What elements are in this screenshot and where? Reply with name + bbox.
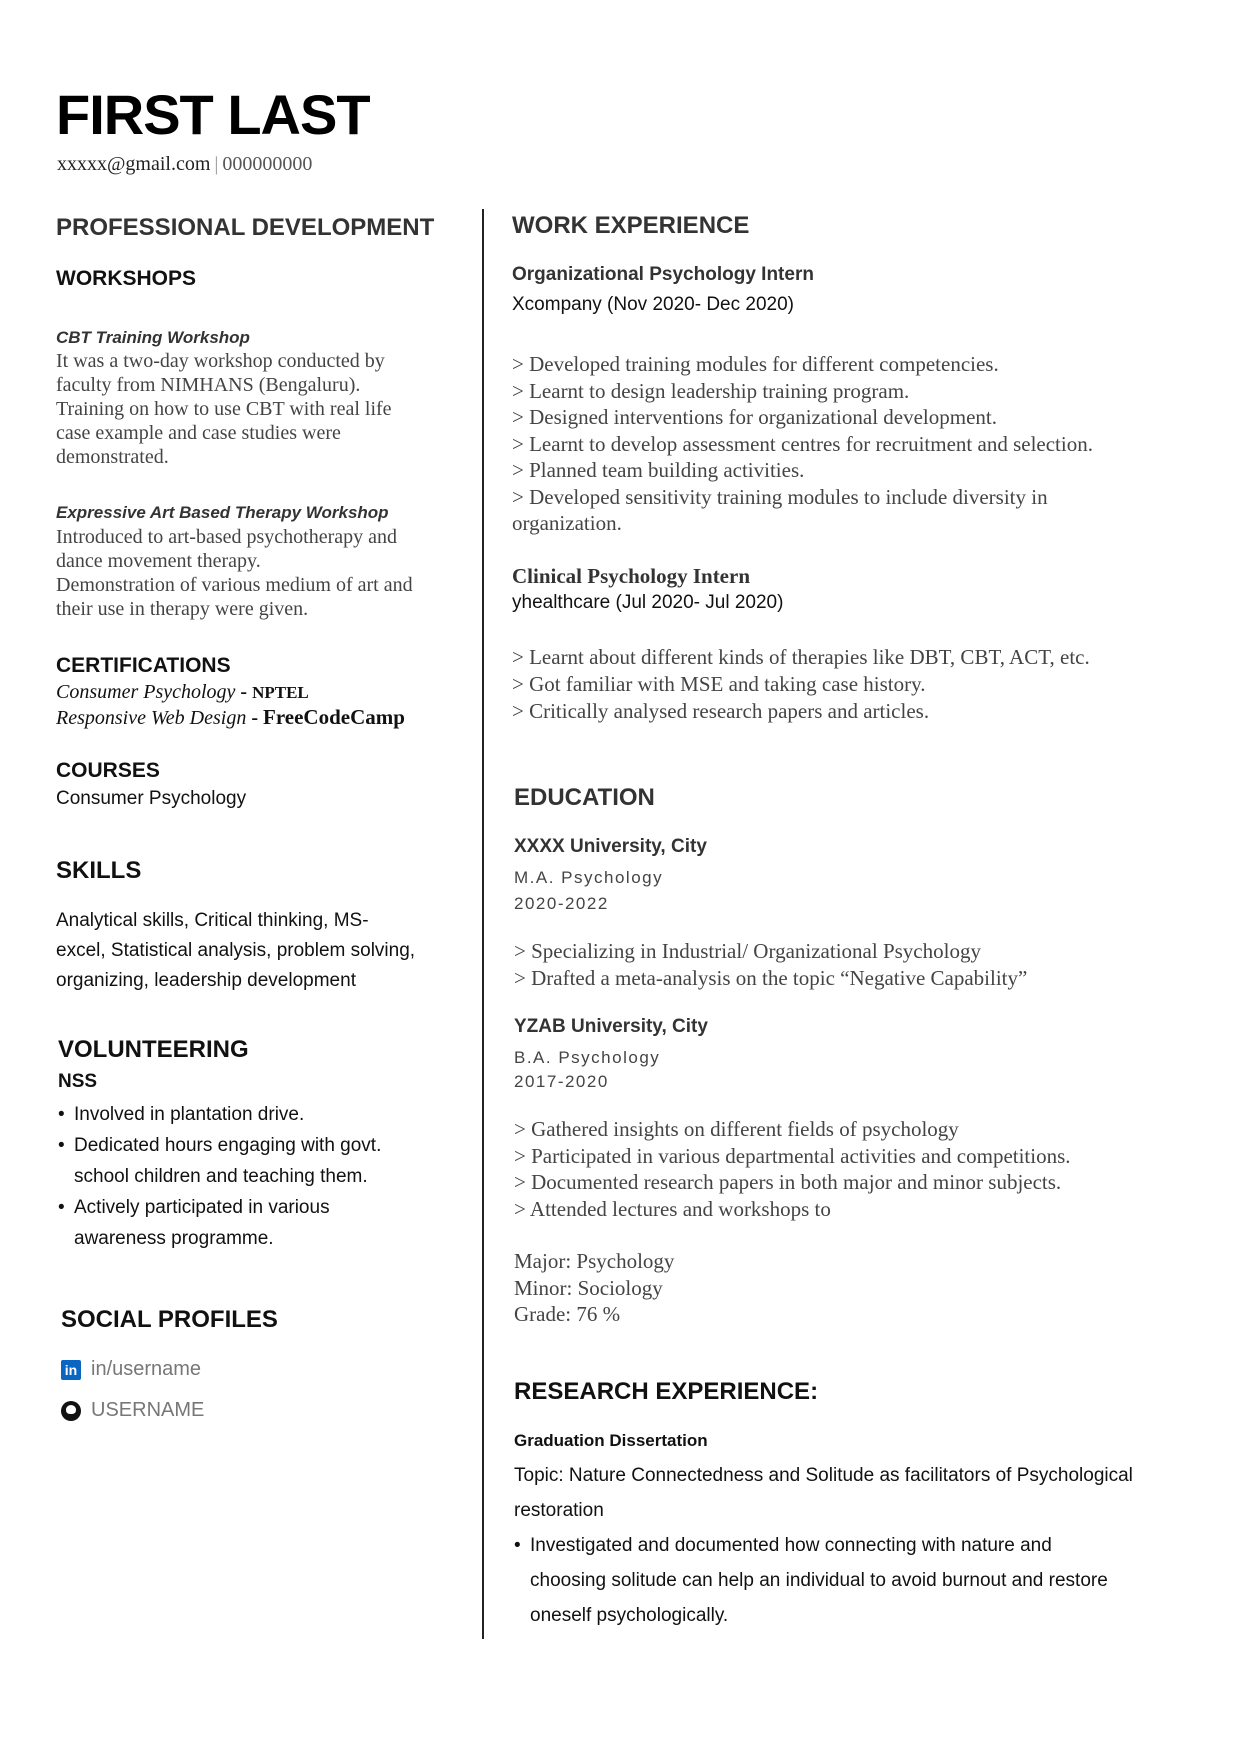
column-divider: [482, 209, 484, 1639]
text-line: > Documented research papers in both major and minor subjects.: [514, 1170, 1062, 1195]
section-title-skills: SKILLS: [56, 857, 142, 884]
job-bullets: [512, 351, 1093, 537]
text-line: Major: Psychology: [514, 1249, 675, 1273]
text-line: > Got familiar with MSE and taking case history.: [512, 672, 926, 696]
linkedin-icon: in: [61, 1360, 81, 1380]
text-line: • Actively participated in various: [74, 1197, 330, 1218]
workshop-description: [56, 349, 392, 469]
research-subtitle: Graduation Dissertation: [514, 1431, 708, 1450]
job-company: yhealthcare (Jul 2020- Jul 2020): [512, 592, 784, 613]
cert-sep: -: [246, 707, 264, 729]
education-bullets: [514, 1116, 1071, 1223]
text-line: dance movement therapy.: [56, 550, 261, 572]
workshop-description: [56, 525, 413, 621]
phone: 000000000: [222, 153, 313, 175]
years: 2017-2020: [514, 1072, 609, 1091]
candidate-name: FIRST LAST: [56, 83, 370, 146]
email: xxxxx@gmail.com: [57, 153, 211, 175]
text-line: choosing solitude can help an individual to avoid burnout and restore: [530, 1570, 1108, 1591]
text-line: Minor: Sociology: [514, 1275, 663, 1300]
text-line: organization.: [512, 511, 622, 535]
cert-name: Responsive Web Design: [56, 707, 247, 729]
text-line: oneself psychologically.: [530, 1605, 729, 1626]
list-item: [58, 1130, 381, 1192]
text-line: • Investigated and documented how connecting with nature and: [530, 1535, 1052, 1556]
job-bullets: [512, 644, 1090, 725]
text-line: excel, Statistical analysis, problem solving,: [56, 940, 416, 961]
text-line: Demonstration of various medium of art and: [56, 574, 413, 596]
text-line: > Developed training modules for different competencies.: [512, 352, 999, 376]
subsection-title-courses: COURSES: [56, 759, 160, 782]
linkedin-handle: in/username: [91, 1358, 202, 1380]
text-line: Introduced to art-based psychotherapy and: [56, 526, 397, 548]
text-line: > Gathered insights on different fields of psychology: [514, 1117, 959, 1141]
separator: |: [214, 153, 219, 175]
degree: M.A. Psychology: [514, 868, 664, 887]
text-line: > Specializing in Industrial/ Organizational Psychology: [514, 939, 981, 963]
subsection-title-certifications: CERTIFICATIONS: [56, 654, 231, 677]
text-line: Analytical skills, Critical thinking, MS-: [56, 910, 369, 931]
school-name: YZAB University, City: [514, 1016, 708, 1037]
text-line: > Developed sensitivity training modules to include diversity in: [512, 484, 1048, 509]
text-line: > Planned team building activities.: [512, 458, 805, 482]
section-title-research-experience: RESEARCH EXPERIENCE:: [514, 1378, 819, 1405]
degree: B.A. Psychology: [514, 1048, 661, 1067]
job-role: Organizational Psychology Intern: [512, 264, 814, 285]
section-title-professional-development: PROFESSIONAL DEVELOPMENT: [56, 214, 435, 241]
cert-name: Consumer Psychology: [56, 681, 236, 703]
school-name: XXXX University, City: [514, 836, 707, 857]
list-item: [58, 1192, 381, 1254]
text-line: Training on how to use CBT with real life: [56, 398, 392, 420]
text-line: > Learnt to develop assessment centres for recruitment and selection.: [512, 431, 1093, 456]
text-line: awareness programme.: [74, 1228, 274, 1249]
section-title-work-experience: WORK EXPERIENCE: [512, 212, 750, 239]
text-line: > Designed interventions for organizational development.: [512, 405, 997, 429]
research-bullet: [514, 1528, 1241, 1633]
certification-item: [56, 680, 405, 705]
research-topic: [514, 1458, 1133, 1528]
text-line: restoration: [514, 1500, 604, 1521]
years: 2020-2022: [514, 894, 609, 913]
section-title-volunteering: VOLUNTEERING: [58, 1036, 249, 1063]
list-item: [58, 1099, 381, 1130]
text-line: > Learnt about different kinds of therapies like DBT, CBT, ACT, etc.: [512, 645, 1090, 669]
job-company: Xcompany (Nov 2020- Dec 2020): [512, 294, 794, 315]
github-link[interactable]: [61, 1399, 204, 1422]
text-line: their use in therapy were given.: [56, 598, 309, 620]
skills-list: [56, 906, 415, 996]
text-line: organizing, leadership development: [56, 970, 356, 991]
text-line: • Involved in plantation drive.: [74, 1104, 305, 1125]
course-item: Consumer Psychology: [56, 788, 247, 809]
text-line: faculty from NIMHANS (Bengaluru).: [56, 374, 361, 396]
volunteer-list: [58, 1099, 381, 1254]
workshop-title: CBT Training Workshop: [56, 328, 250, 347]
github-icon: [61, 1401, 81, 1421]
job-role: Clinical Psychology Intern: [512, 564, 751, 588]
section-title-social-profiles: SOCIAL PROFILES: [61, 1306, 278, 1333]
github-handle: USERNAME: [91, 1399, 205, 1421]
text-line: • Dedicated hours engaging with govt.: [74, 1135, 382, 1156]
subsection-title-workshops: WORKSHOPS: [56, 267, 197, 290]
education-details: [514, 1248, 674, 1328]
contact-line: [57, 153, 312, 176]
cert-provider: NPTEL: [252, 683, 309, 702]
text-line: Topic: Nature Connectedness and Solitude as facilitators of Psychological: [514, 1465, 1133, 1486]
text-line: It was a two-day workshop conducted by: [56, 350, 385, 372]
cert-sep: -: [235, 681, 253, 703]
text-line: > Drafted a meta-analysis on the topic “Negative Capability”: [514, 966, 1028, 990]
certification-item: [56, 705, 405, 731]
volunteer-org: NSS: [58, 1071, 98, 1092]
text-line: school children and teaching them.: [74, 1166, 368, 1187]
cert-provider: FreeCodeCamp: [263, 705, 405, 729]
text-line: case example and case studies were: [56, 422, 341, 444]
text-line: > Critically analysed research papers and articles.: [512, 699, 930, 723]
text-line: > Learnt to design leadership training program.: [512, 378, 910, 403]
text-line: demonstrated.: [56, 446, 169, 468]
text-line: > Participated in various departmental activities and competitions.: [514, 1143, 1071, 1168]
education-bullets: [514, 938, 1027, 992]
text-line: > Attended lectures and workshops to: [514, 1197, 831, 1222]
certifications-list: [56, 680, 405, 731]
linkedin-link[interactable]: [61, 1358, 201, 1381]
section-title-education: EDUCATION: [514, 784, 655, 811]
workshop-title: Expressive Art Based Therapy Workshop: [56, 503, 389, 522]
text-line: Grade: 76 %: [514, 1302, 621, 1326]
